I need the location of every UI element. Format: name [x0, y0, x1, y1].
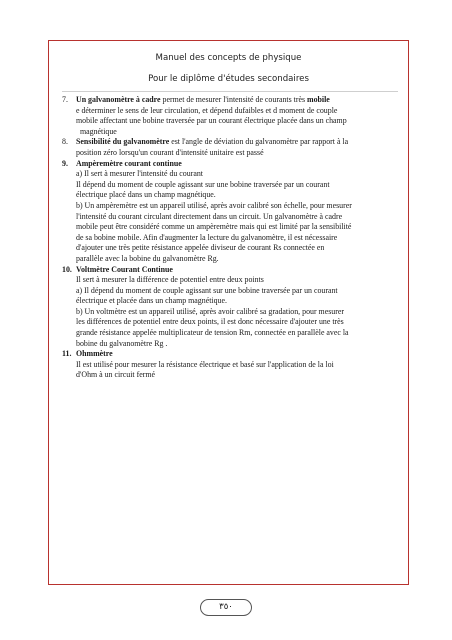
page-title: Manuel des concepts de physique	[155, 53, 302, 63]
text-line: parallèle avec la bobine du galvanomètre Rg.	[76, 253, 219, 263]
text-line: mobile peut être considéré comme un ampèremètre mais qui est limité par la sensibilité	[76, 222, 352, 232]
term-sensibilite: Sensibilité du galvanomètre	[76, 137, 170, 147]
text-line: Il est utilisé pour mesurer la résistance électrique et basé sur l'application de la loi	[76, 359, 334, 369]
page-number: ٣٥٠	[200, 599, 252, 616]
text-line: Il sert à mesurer la différence de potentiel entre deux points	[76, 275, 264, 285]
text-line: Il dépend du moment de couple agissant sur une bobine traversée par un courant	[76, 179, 330, 189]
text-line: magnétique	[80, 126, 117, 136]
header-divider	[62, 91, 398, 92]
item-10	[62, 265, 402, 276]
text-line: d'ajouter une très petite résistance appelée diviseur de courant Rs connectée en	[76, 243, 325, 253]
text-line: électrique placé dans un champ magnétique.	[76, 190, 216, 200]
document-body	[62, 95, 402, 381]
text-line: mobile affectant une bobine traversée par un courant électrique placée dans un champ	[76, 116, 347, 126]
item-text: Un galvanomètre à cadre permet de mesurer l'intensité de courants très mobile	[76, 95, 330, 104]
term-mobile: mobile	[307, 95, 330, 104]
item-number: 11.	[62, 349, 72, 359]
text-line: les différences de potentiel entre deux points, il est donc nécessaire d'ajouter une très	[76, 317, 344, 327]
text-line: électrique et placée dans un champ magnétique.	[76, 296, 227, 306]
text-line: a) Il sert à mesurer l'intensité du courant	[76, 169, 203, 179]
item-8	[62, 137, 402, 148]
text-line: grande résistance appelée multiplicateur de tension Rm, connectée en parallèle avec la	[76, 328, 349, 338]
item-number: 7.	[62, 95, 68, 104]
item-text: Sensibilité du galvanomètre est l'angle de déviation du galvanomètre par rapport à la	[76, 137, 349, 147]
text-line: a) Il dépend du moment de couple agissant sur une bobine traversée par un courant	[76, 285, 338, 295]
text-line: l'intensité du courant circulant directement dans un circuit. Un galvanomètre à cadre	[76, 211, 343, 221]
section-heading: Ohmmètre	[76, 349, 113, 359]
item-9	[62, 159, 402, 170]
item-number: 9.	[62, 158, 68, 168]
text-line: b) Un ampèremètre est un appareil utilisé, après avoir calibré son échelle, pour mesurer	[76, 200, 352, 210]
text-line: position zéro lorsqu'un courant d'intensité unitaire est passé	[76, 147, 264, 157]
section-heading: Ampèremètre courant continue	[76, 158, 182, 168]
text-line: de sa bobine mobile. Afin d'augmenter la lecture du galvanomètre, il est nécessaire	[76, 232, 338, 242]
item-number: 8.	[62, 137, 68, 147]
text-line: b) Un voltmètre est un appareil utilisé, après avoir calibré sa gradation, pour mesurer	[76, 306, 344, 316]
term-galvanometre: Un galvanomètre à cadre	[76, 95, 161, 104]
text-line: bobine du galvanomètre Rg .	[76, 338, 168, 348]
text-line: d'Ohm à un circuit fermé	[76, 370, 155, 380]
page-subtitle: Pour le diplôme d'études secondaires	[148, 74, 309, 84]
item-11	[62, 349, 402, 360]
text-line: e déterminer le sens de leur circulation, et dépend dufaibles et d moment de couple	[76, 105, 338, 115]
item-7	[62, 95, 402, 106]
item-number: 10.	[62, 264, 72, 274]
section-heading: Voltmètre Courant Continue	[76, 264, 173, 274]
